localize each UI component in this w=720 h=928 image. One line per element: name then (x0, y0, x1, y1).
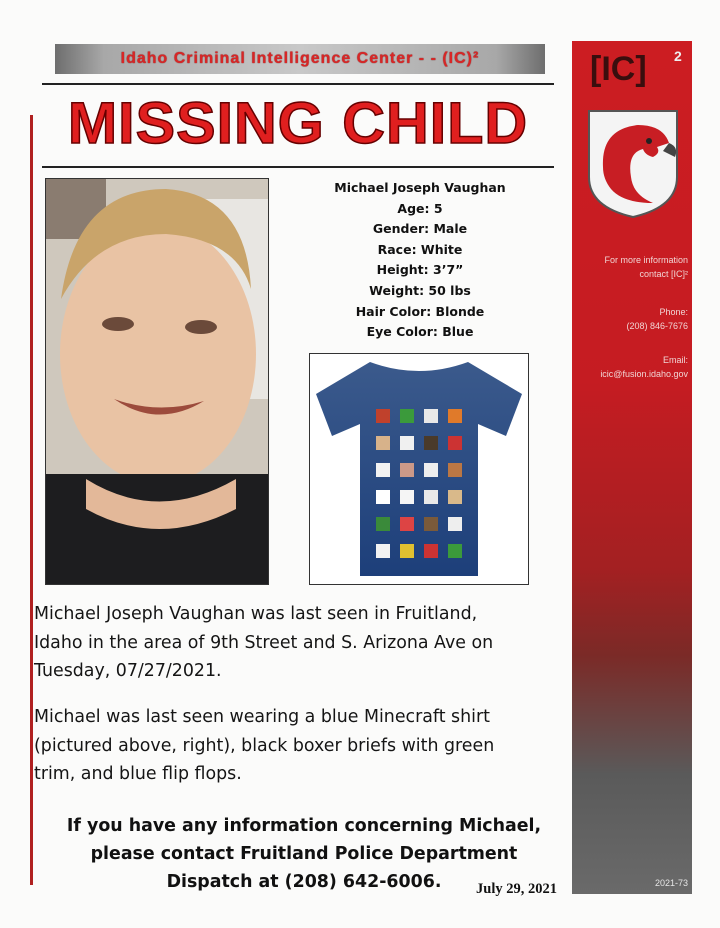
sidebar-phone-label: Phone: (659, 307, 688, 317)
child-race: Race: White (377, 241, 463, 257)
child-weight: Weight: 50 lbs (369, 282, 471, 298)
last-seen-line-2: Idaho in the area of 9th Street and S. Arizona Ave on (34, 632, 494, 653)
clothing-paragraph (34, 703, 579, 789)
sidebar-phone (572, 305, 688, 333)
contact-line-2: please contact Fruitland Police Department (90, 844, 518, 864)
hawk-crest-icon (583, 107, 683, 219)
agency-banner (55, 44, 545, 74)
sidebar-info (572, 253, 688, 281)
child-eye-color: Eye Color: Blue (366, 324, 474, 340)
agency-banner-text: Idaho Criminal Intelligence Center - - (IC)² (120, 50, 480, 67)
child-gender: Gender: Male (372, 221, 468, 237)
bulletin-date: July 29, 2021 (476, 881, 557, 897)
shirt-photo (309, 353, 529, 585)
clothing-line-1: Michael was last seen wearing a blue Minecraft shirt (34, 707, 490, 727)
child-height: Height: 3’7” (376, 262, 464, 278)
contact-line-1: If you have any information concerning Michael, (66, 816, 542, 836)
last-seen-paragraph (34, 600, 579, 686)
sidebar-phone-number: (208) 846-7676 (626, 321, 688, 331)
child-hair-color: Hair Color: Blonde (355, 303, 485, 319)
child-details (290, 178, 550, 343)
sidebar-email (572, 353, 688, 381)
sidebar-email-label: Email: (662, 355, 688, 365)
ic2-logo-superscript: 2 (674, 48, 682, 64)
title-bottom-rule (42, 166, 554, 168)
sidebar-info-line-1: For more information (604, 255, 688, 265)
clothing-line-2: (pictured above, right), black boxer briefs with green (34, 735, 495, 756)
last-seen-line-3: Tuesday, 07/27/2021. (34, 661, 222, 681)
last-seen-line-1: Michael Joseph Vaughan was last seen in Fruitland, (34, 604, 478, 624)
contact-line-3: Dispatch at (208) 642-6006. (166, 872, 442, 892)
title-top-rule (42, 83, 554, 85)
clothing-line-3: trim, and blue flip flops. (34, 764, 242, 784)
child-age: Age: 5 (397, 200, 443, 216)
ic2-logo: [IC] (590, 50, 647, 88)
page-title: MISSING CHILD (67, 91, 529, 156)
case-number: 2021-73 (654, 878, 688, 888)
child-portrait-illustration (46, 179, 268, 584)
child-photo (45, 178, 269, 585)
left-border-line (30, 115, 33, 885)
minecraft-shirt-illustration (310, 354, 528, 584)
sidebar-email-address: icic@fusion.idaho.gov (600, 369, 688, 379)
child-name: Michael Joseph Vaughan (334, 180, 506, 195)
sidebar-info-line-2: contact [IC]² (639, 269, 688, 279)
